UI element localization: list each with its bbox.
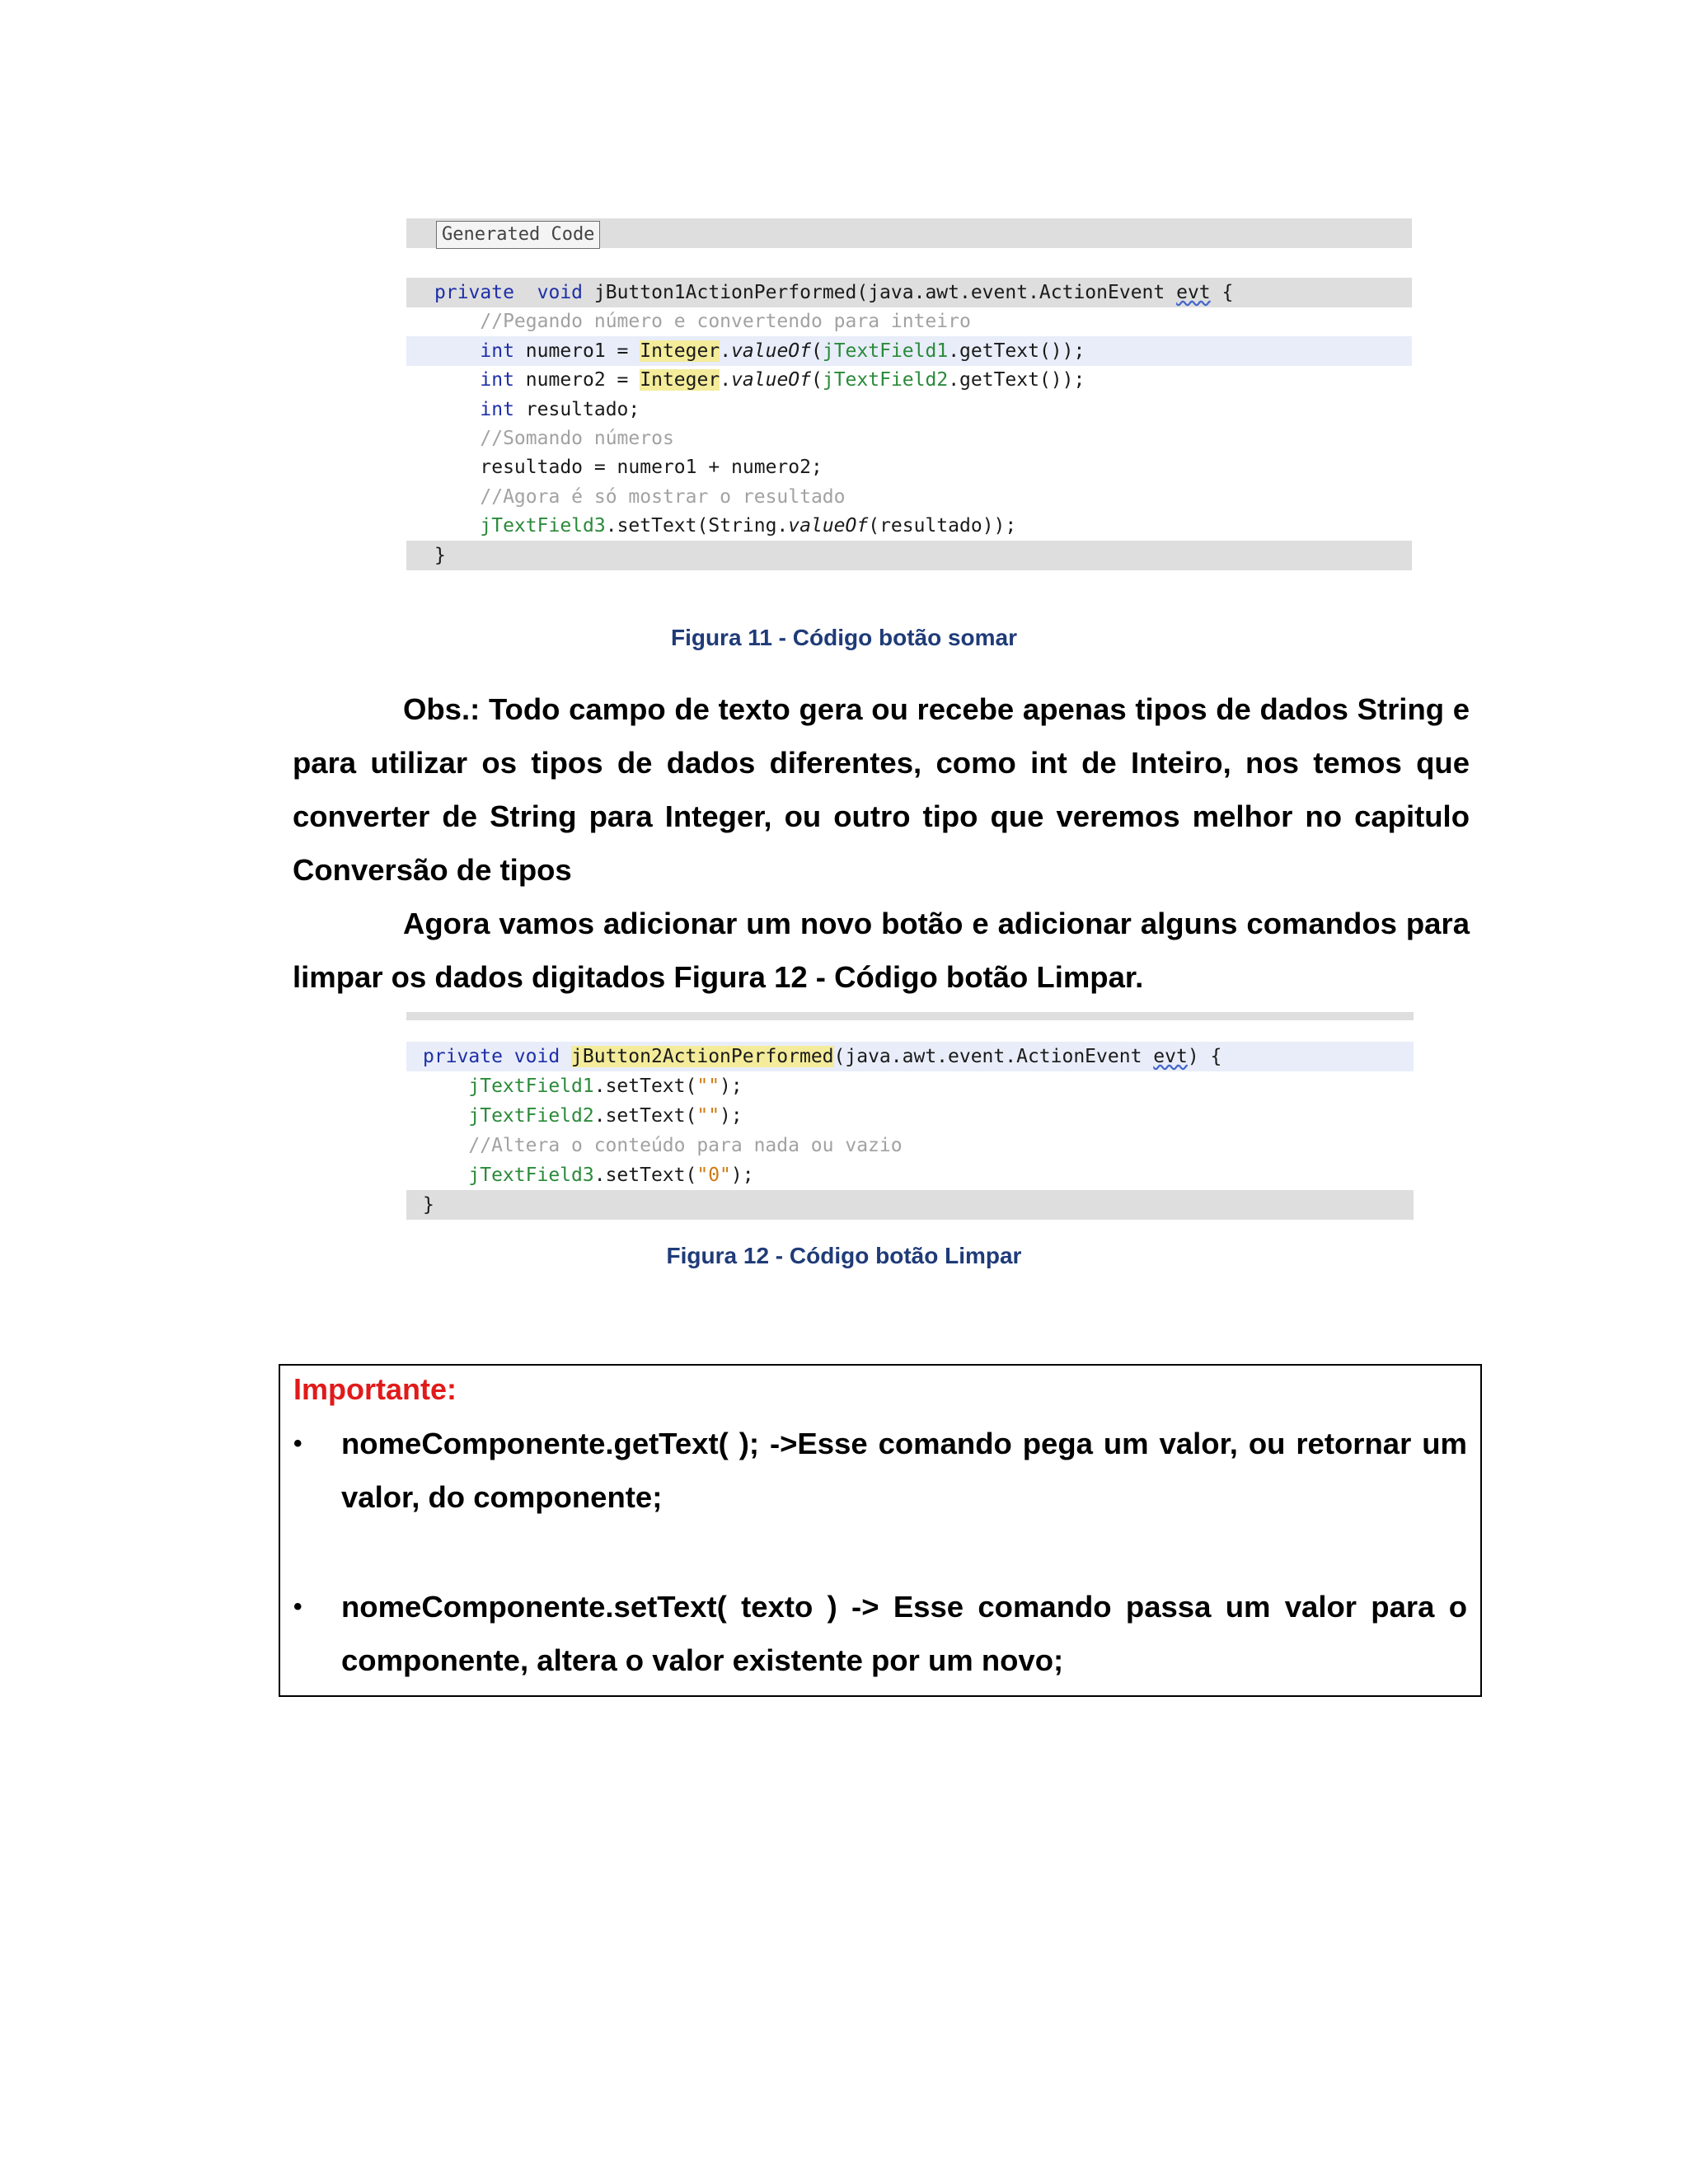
code-line: //Pegando número e convertendo para inteiro xyxy=(480,311,971,333)
code-figure-12 xyxy=(406,1012,1414,1228)
code-line: jTextField2.setText(""); xyxy=(468,1105,743,1127)
code-line: int numero2 = Integer.valueOf(jTextField2.getText()); xyxy=(480,369,1085,391)
list-item-text: nomeComponente.getText( ); ->Esse comando pega um valor, ou retornar um valor, do componente; xyxy=(341,1427,1467,1514)
code-line: //Agora é só mostrar o resultado xyxy=(480,485,846,508)
code-line: int resultado; xyxy=(480,398,640,420)
generated-code-bar xyxy=(406,218,1412,248)
list-item xyxy=(293,1417,1467,1524)
code-line: jTextField3.setText("0"); xyxy=(468,1165,754,1186)
code-line: jTextField1.setText(""); xyxy=(468,1076,743,1097)
body-text xyxy=(293,682,1470,1004)
intro-paragraph: Agora vamos adicionar um novo botão e adicionar alguns comandos para limpar os dados digitados Figura 12 - Código botão Limpar. xyxy=(293,907,1470,994)
figure-12-caption: Figura 12 - Código botão Limpar xyxy=(666,1243,1022,1268)
code-top-bar xyxy=(406,1012,1414,1020)
code-line: jTextField3.setText(String.valueOf(resultado)); xyxy=(480,515,1017,537)
obs-paragraph: Obs.: Todo campo de texto gera ou recebe apenas tipos de dados String e para utilizar os tipos de dados diferentes, como int de Inteiro, nos temos que converter de String para Integer, ou outro tipo que veremos melhor no capitulo Conversão de tipos xyxy=(293,692,1470,887)
bullet-icon: • xyxy=(293,1430,302,1457)
list-item xyxy=(293,1580,1467,1687)
code-line: } xyxy=(406,1190,1414,1220)
code-line: //Altera o conteúdo para nada ou vazio xyxy=(468,1135,903,1156)
important-title: Importante: xyxy=(293,1372,457,1406)
code-line: //Somando números xyxy=(480,428,674,449)
code-line: } xyxy=(406,541,1412,570)
code-line: int numero1 = Integer.valueOf(jTextField1.getText()); xyxy=(406,336,1412,366)
bullet-icon: • xyxy=(293,1593,302,1620)
figure-11-caption: Figura 11 - Código botão somar xyxy=(670,625,1018,650)
code-figure-11 xyxy=(406,218,1412,573)
code-line: private void jButton1ActionPerformed(java.awt.event.ActionEvent evt { xyxy=(406,278,1412,307)
code-line: resultado = numero1 + numero2; xyxy=(434,457,823,479)
list-item-text: nomeComponente.setText( texto ) -> Esse comando passa um valor para o componente, altera o valor existente por um novo; xyxy=(341,1590,1467,1677)
code-line: private void jButton2ActionPerformed(java.awt.event.ActionEvent evt) { xyxy=(406,1042,1414,1071)
important-box xyxy=(279,1364,1482,1697)
generated-code-tab[interactable]: Generated Code xyxy=(436,221,600,249)
